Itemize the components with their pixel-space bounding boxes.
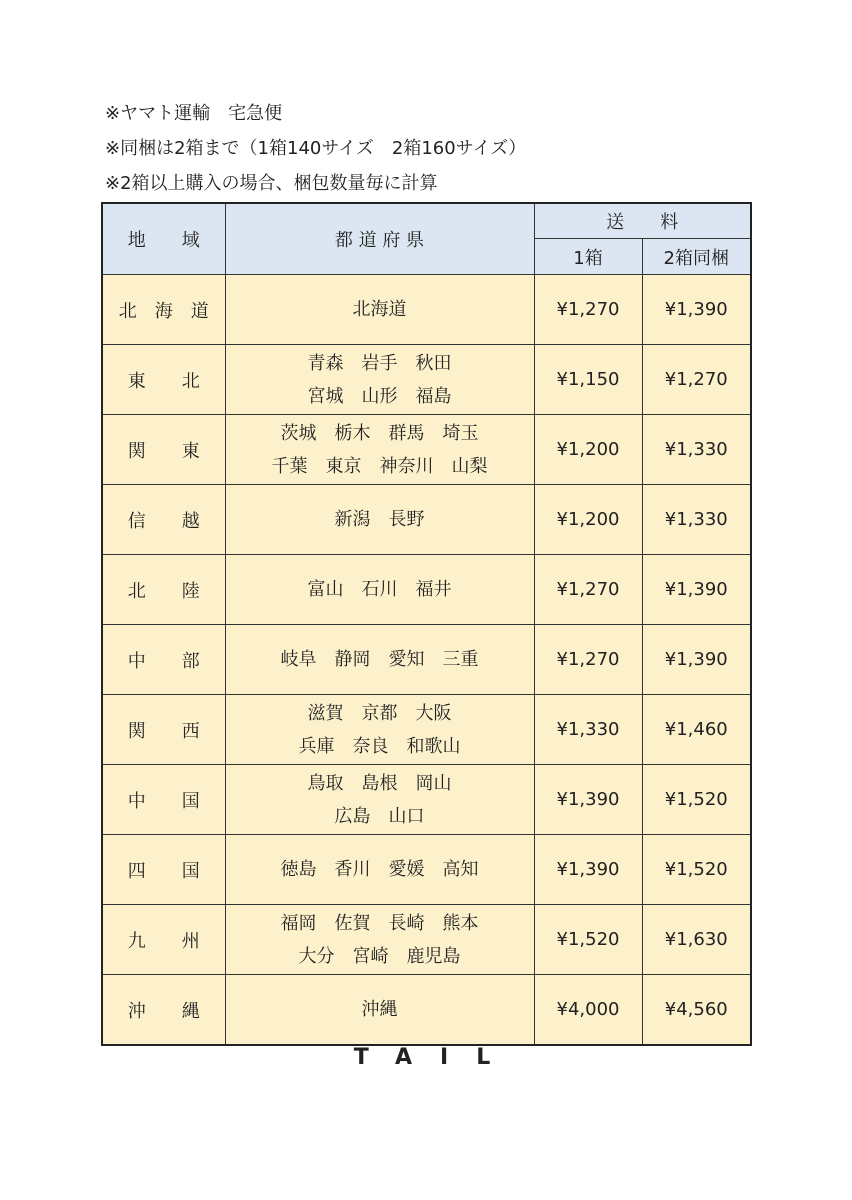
prefecture-cell bbox=[225, 275, 534, 345]
price-one-box: ¥4,000 bbox=[534, 975, 642, 1046]
table-body bbox=[102, 275, 751, 1046]
price-two-box: ¥1,520 bbox=[642, 835, 751, 905]
prefecture-line: 滋賀 京都 大阪 bbox=[307, 702, 452, 724]
prefecture-cell bbox=[225, 555, 534, 625]
shipping-rate-table bbox=[101, 202, 752, 1046]
table-row bbox=[102, 765, 751, 835]
prefecture-line: 富山 石川 福井 bbox=[307, 579, 452, 600]
prefecture-line: 沖縄 bbox=[361, 999, 398, 1020]
region-cell: 北 陸 bbox=[102, 555, 225, 625]
prefecture-line: 福岡 佐賀 長崎 熊本 bbox=[280, 912, 479, 934]
prefecture-line: 大分 宮崎 鹿児島 bbox=[298, 945, 461, 967]
prefecture-line: 北海道 bbox=[352, 299, 407, 320]
price-one-box: ¥1,330 bbox=[534, 695, 642, 765]
price-two-box: ¥1,390 bbox=[642, 275, 751, 345]
region-cell: 北 海 道 bbox=[102, 275, 225, 345]
prefecture-cell bbox=[225, 765, 534, 835]
price-one-box: ¥1,390 bbox=[534, 765, 642, 835]
table-row bbox=[102, 555, 751, 625]
table-row bbox=[102, 275, 751, 345]
header-region: 地 域 bbox=[102, 203, 225, 275]
price-one-box: ¥1,390 bbox=[534, 835, 642, 905]
note-line: ※ヤマト運輸 宅急便 bbox=[105, 103, 283, 124]
price-one-box: ¥1,200 bbox=[534, 415, 642, 485]
price-two-box: ¥1,460 bbox=[642, 695, 751, 765]
table-row bbox=[102, 485, 751, 555]
prefecture-line: 茨城 栃木 群馬 埼玉 bbox=[280, 422, 479, 444]
prefecture-line: 岐阜 静岡 愛知 三重 bbox=[280, 649, 479, 670]
region-cell: 四 国 bbox=[102, 835, 225, 905]
price-two-box: ¥1,330 bbox=[642, 415, 751, 485]
price-one-box: ¥1,150 bbox=[534, 345, 642, 415]
price-two-box: ¥1,270 bbox=[642, 345, 751, 415]
prefecture-line: 兵庫 奈良 和歌山 bbox=[298, 735, 461, 757]
table-row bbox=[102, 905, 751, 975]
region-cell: 沖 縄 bbox=[102, 975, 225, 1046]
prefecture-cell bbox=[225, 625, 534, 695]
prefecture-line: 徳島 香川 愛媛 高知 bbox=[280, 859, 479, 880]
region-cell: 中 部 bbox=[102, 625, 225, 695]
note-line: ※同梱は2箱まで（1箱140サイズ 2箱160サイズ） bbox=[105, 138, 527, 159]
header-prefecture: 都 道 府 県 bbox=[225, 203, 534, 275]
prefecture-cell bbox=[225, 415, 534, 485]
table-row bbox=[102, 835, 751, 905]
region-cell: 信 越 bbox=[102, 485, 225, 555]
prefecture-cell bbox=[225, 905, 534, 975]
price-one-box: ¥1,270 bbox=[534, 555, 642, 625]
price-two-box: ¥1,520 bbox=[642, 765, 751, 835]
header-one-box: 1箱 bbox=[534, 239, 642, 275]
price-one-box: ¥1,520 bbox=[534, 905, 642, 975]
price-two-box: ¥4,560 bbox=[642, 975, 751, 1046]
prefecture-cell bbox=[225, 695, 534, 765]
note-line: ※2箱以上購入の場合、梱包数量毎に計算 bbox=[105, 173, 438, 194]
table-row bbox=[102, 415, 751, 485]
prefecture-line: 新潟 長野 bbox=[334, 509, 425, 530]
region-cell: 九 州 bbox=[102, 905, 225, 975]
header-two-box: 2箱同梱 bbox=[642, 239, 751, 275]
region-cell: 関 西 bbox=[102, 695, 225, 765]
prefecture-cell bbox=[225, 835, 534, 905]
region-cell: 関 東 bbox=[102, 415, 225, 485]
prefecture-cell bbox=[225, 485, 534, 555]
price-one-box: ¥1,270 bbox=[534, 625, 642, 695]
table-row bbox=[102, 975, 751, 1046]
price-one-box: ¥1,200 bbox=[534, 485, 642, 555]
prefecture-cell bbox=[225, 345, 534, 415]
table-row bbox=[102, 345, 751, 415]
notes bbox=[105, 96, 805, 201]
price-two-box: ¥1,630 bbox=[642, 905, 751, 975]
region-cell: 東 北 bbox=[102, 345, 225, 415]
prefecture-line: 広島 山口 bbox=[334, 805, 425, 827]
table-row bbox=[102, 625, 751, 695]
price-one-box: ¥1,270 bbox=[534, 275, 642, 345]
prefecture-line: 千葉 東京 神奈川 山梨 bbox=[271, 455, 488, 477]
prefecture-cell bbox=[225, 975, 534, 1046]
prefecture-line: 鳥取 島根 岡山 bbox=[307, 772, 452, 794]
prefecture-line: 青森 岩手 秋田 bbox=[307, 352, 452, 374]
prefecture-line: 宮城 山形 福島 bbox=[307, 385, 452, 407]
price-two-box: ¥1,390 bbox=[642, 555, 751, 625]
price-two-box: ¥1,390 bbox=[642, 625, 751, 695]
price-two-box: ¥1,330 bbox=[642, 485, 751, 555]
region-cell: 中 国 bbox=[102, 765, 225, 835]
header-shipping: 送 料 bbox=[534, 203, 751, 239]
footer-brand: TAIL bbox=[353, 1045, 519, 1070]
table-row bbox=[102, 695, 751, 765]
